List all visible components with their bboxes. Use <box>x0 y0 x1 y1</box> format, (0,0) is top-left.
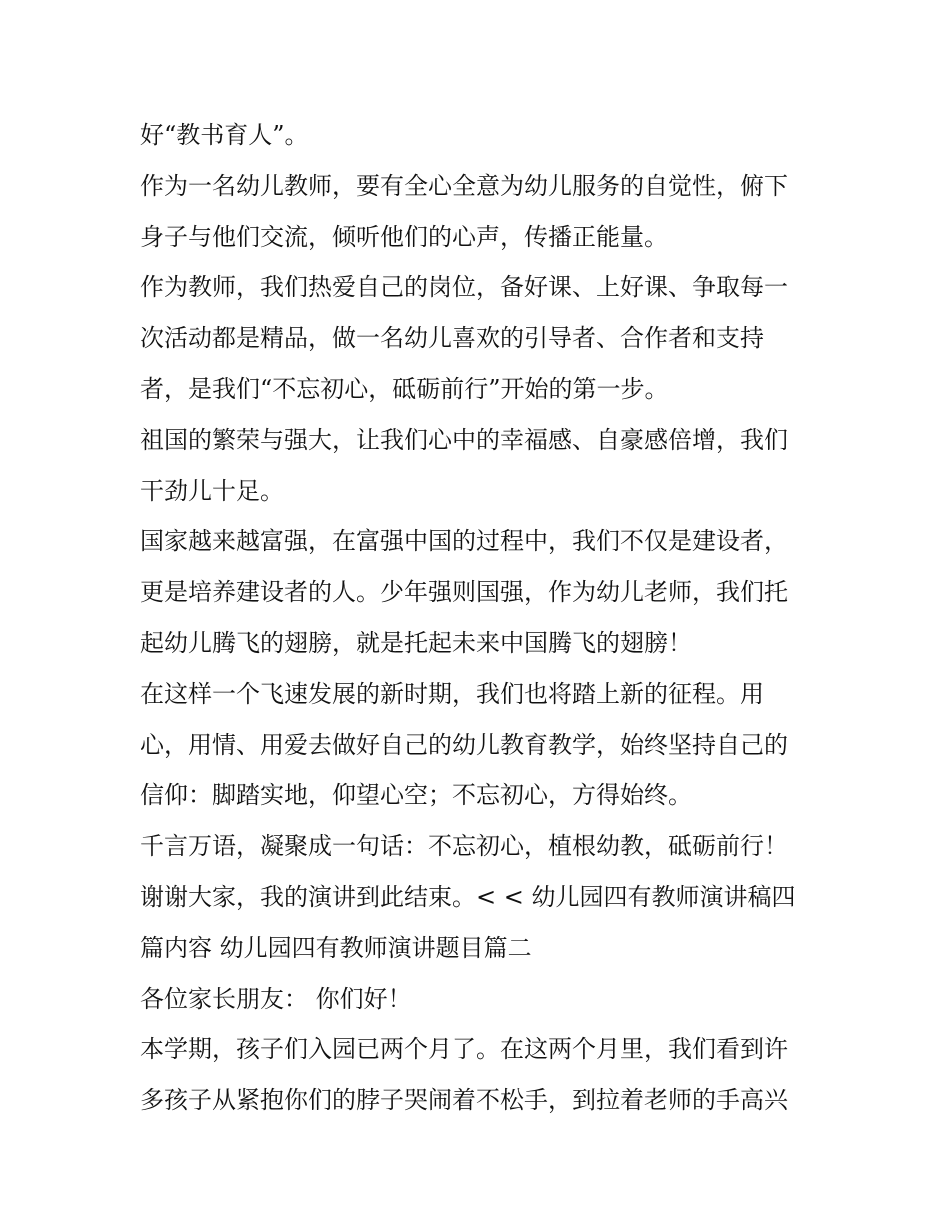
document-body <box>140 110 820 1126</box>
text-line: 本学期，孩子们入园已两个月了。在这两个月里，我们看到许 <box>140 1035 788 1064</box>
text-line: 祖国的繁荣与强大，让我们心中的幸福感、自豪感倍增，我们 <box>140 425 788 454</box>
text-line: 心，用情、用爱去做好自己的幼儿教育教学，始终坚持自己的 <box>140 730 788 759</box>
text-line: 者，是我们“不忘初心，砥砺前行”开始的第一步。 <box>140 374 669 403</box>
text-line: 各位家长朋友： 你们好！ <box>140 984 412 1013</box>
text-line: 谢谢大家，我的演讲到此结束。< < 幼儿园四有教师演讲稿四 <box>140 882 796 911</box>
text-line: 国家越来越富强，在富强中国的过程中，我们不仅是建设者， <box>140 527 788 556</box>
text-line: 次活动都是精品，做一名幼儿喜欢的引导者、合作者和支持 <box>140 324 764 353</box>
text-line: 在这样一个飞速发展的新时期，我们也将踏上新的征程。用 <box>140 679 764 708</box>
text-line: 身子与他们交流，倾听他们的心声，传播正能量。 <box>140 222 668 251</box>
text-line: 作为教师，我们热爱自己的岗位，备好课、上好课、争取每一 <box>140 273 788 302</box>
text-line: 干劲儿十足。 <box>140 476 284 505</box>
text-line: 千言万语，凝聚成一句话：不忘初心，植根幼教，砥砺前行！ <box>140 832 788 861</box>
text-line: 信仰：脚踏实地，仰望心空；不忘初心，方得始终。 <box>140 781 692 810</box>
text-line: 篇内容 幼儿园四有教师演讲题目篇二 <box>140 933 532 962</box>
text-line: 多孩子从紧抱你们的脖子哭闹着不松手，到拉着老师的手高兴 <box>140 1086 788 1115</box>
text-line: 起幼儿腾飞的翅膀，就是托起未来中国腾飞的翅膀！ <box>140 628 692 657</box>
text-line: 作为一名幼儿教师，要有全心全意为幼儿服务的自觉性，俯下 <box>140 171 788 200</box>
text-line: 好“教书育人”。 <box>140 121 309 149</box>
text-line: 更是培养建设者的人。少年强则国强，作为幼儿老师，我们托 <box>140 578 788 607</box>
